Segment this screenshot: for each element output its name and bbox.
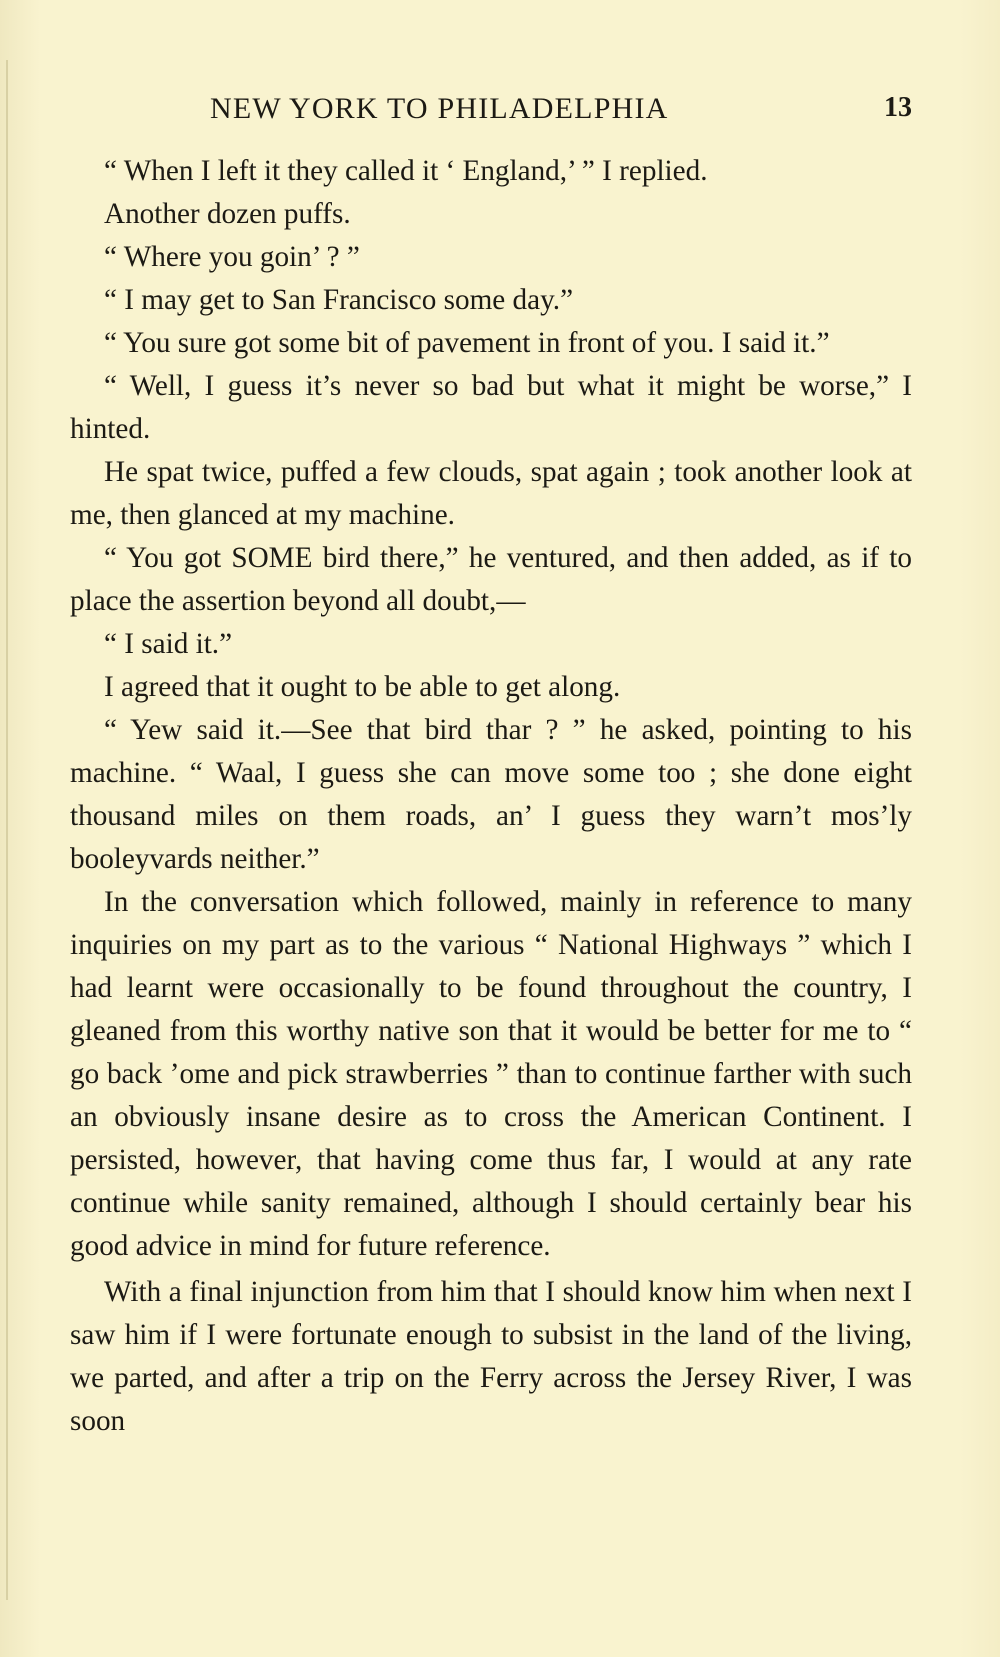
paragraph: “ When I left it they called it ‘ England,’ ” I replied. xyxy=(104,155,708,187)
page-number: 13 xyxy=(884,92,912,123)
paragraph: Another dozen puffs. xyxy=(104,198,351,230)
page-header xyxy=(70,92,912,132)
paragraph: With a final injunction from him that I should know him when next I saw him if I were fortunate enough to subsist in the land of the living, we parted, and after a trip on the Ferry across the Jersey River, I was soon xyxy=(70,1276,912,1437)
paragraph: I agreed that it ought to be able to get along. xyxy=(104,671,621,703)
paragraph: “ I said it.” xyxy=(104,628,233,660)
paragraph: “ You sure got some bit of pavement in front of you. I said it.” xyxy=(104,327,830,359)
paragraph: “ You got SOME bird there,” he ventured, and then added, as if to place the assertion beyond all doubt,— xyxy=(70,542,912,617)
paragraph: He spat twice, puffed a few clouds, spat again ; took another look at me, then glanced at my machine. xyxy=(70,456,912,531)
body-text xyxy=(70,150,912,1443)
paragraph: “ Yew said it.—See that bird thar ? ” he asked, pointing to his machine. “ Waal, I guess she can move some too ; she done eight thousand miles on them roads, an’ I guess they warn’t mos’ly booleyvards neither.” xyxy=(70,714,912,875)
page-edge-shadow xyxy=(6,60,8,1600)
paragraph: “ Where you goin’ ? ” xyxy=(104,241,360,273)
running-title: NEW YORK TO PHILADELPHIA xyxy=(210,92,669,125)
paragraph: “ I may get to San Francisco some day.” xyxy=(104,284,574,316)
paragraph: “ Well, I guess it’s never so bad but what it might be worse,” I hinted. xyxy=(70,370,912,445)
paragraph: In the conversation which followed, mainly in reference to many inquiries on my part as to the various “ National Highways ” which I had learnt were occasionally to be found throughout the country, I gleaned from this worthy native son that it would be better for me to “ go back ’ome and pick strawberries ” than to continue farther with such an obviously insane desire as to cross the American Continent. I persisted, however, that having come thus far, I would at any rate continue while sanity remained, although I should certainly bear his good advice in mind for future reference. xyxy=(70,886,912,1262)
